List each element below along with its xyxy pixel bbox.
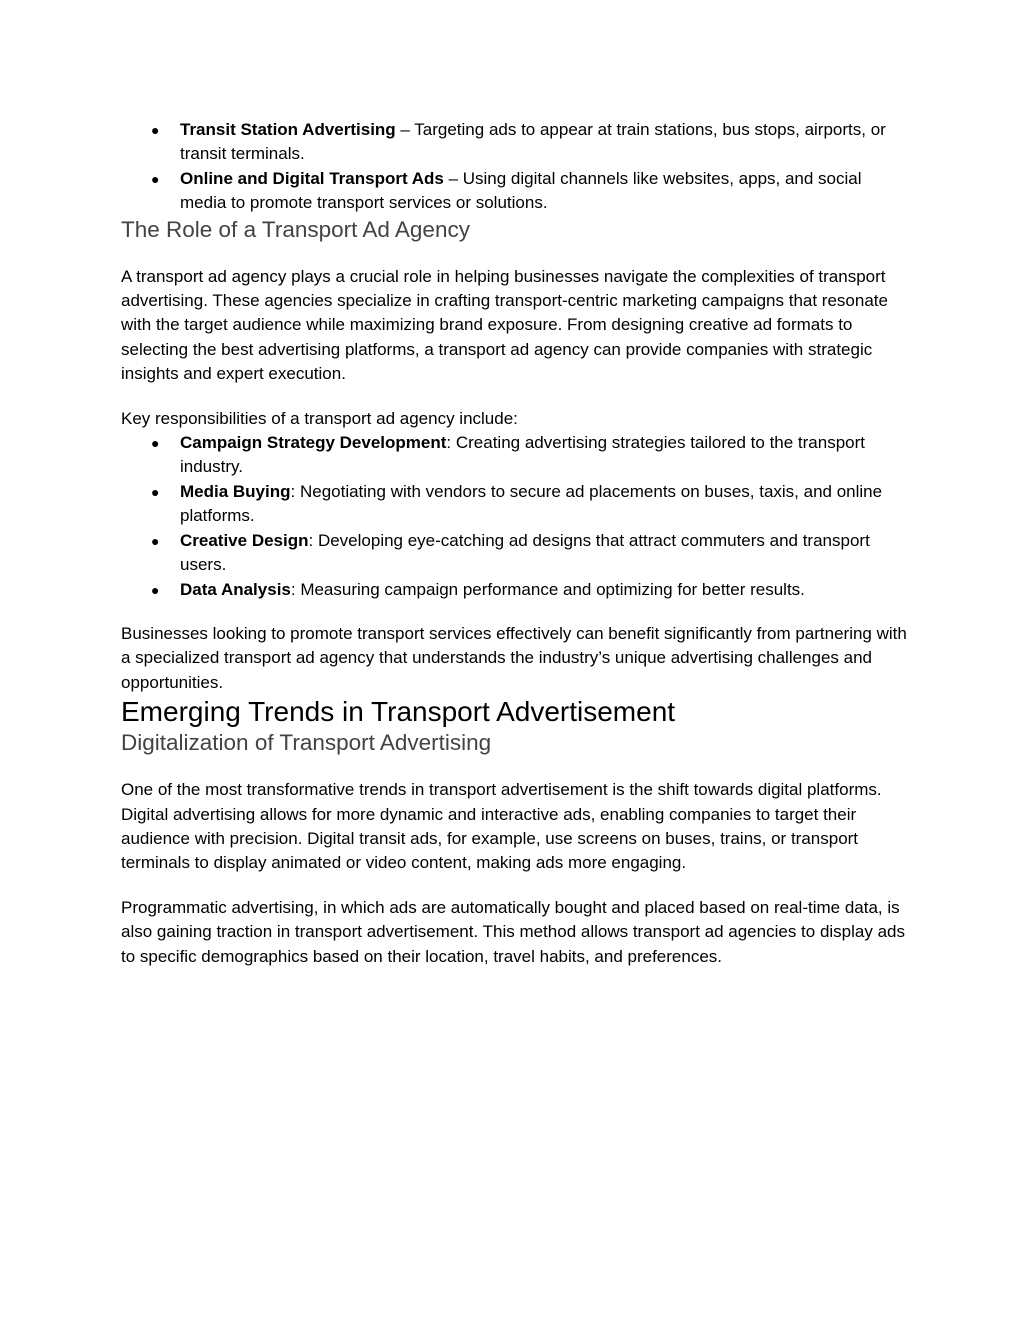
list-item (121, 118, 911, 167)
paragraph: Programmatic advertising, in which ads are automatically bought and placed based on real-time data, is also gaining traction in transport advertisement. This method allows transport ad agencies to display ads to specific demographics based on their location, travel habits, and preferences. (121, 897, 906, 966)
list-item-desc: : Measuring campaign performance and optimizing for better results. (290, 579, 805, 599)
list-item-term: Online and Digital Transport Ads (180, 168, 444, 188)
bullet-icon: ● (151, 122, 160, 138)
subsection-heading-digitalization: Digitalization of Transport Advertising (121, 730, 492, 756)
list-item-term: Media Buying (180, 481, 291, 501)
section-heading-role: The Role of a Transport Ad Agency (121, 216, 470, 242)
paragraph: One of the most transformative trends in transport advertisement is the shift towards digital platforms. Digital advertising allows for more dynamic and interactive ads, enabling companies to target their audience with precision. Digital transit ads, for example, use screens on buses, trains, or transport terminals to display animated or video content, making ads more engaging. (121, 780, 882, 873)
paragraph: Key responsibilities of a transport ad agency include: (121, 408, 518, 428)
list-item (121, 529, 911, 578)
paragraph: A transport ad agency plays a crucial role in helping businesses navigate the complexities of transport advertising. These agencies specialize in crafting transport-centric marketing campaigns that resonate with the target audience while maximizing brand exposure. From designing creative ad formats to selecting the best advertising platforms, a transport ad agency can provide companies with strategic insights and expert execution. (121, 266, 888, 384)
responsibilities-list (121, 431, 911, 602)
list-item-term: Creative Design (180, 530, 309, 550)
list-item (121, 167, 911, 216)
bullet-icon: ● (151, 483, 160, 500)
list-item-desc: : Developing eye-catching ad designs that attract commuters and transport users. (180, 530, 870, 575)
list-item (121, 578, 911, 602)
bullet-icon: ● (151, 170, 160, 187)
list-item-desc: – Using digital channels like websites, apps, and social media to promote transport services or solutions. (180, 168, 862, 213)
list-item (121, 480, 911, 529)
ad-types-list (121, 118, 911, 216)
list-item-term: Data Analysis (180, 579, 291, 599)
bullet-icon: ● (151, 532, 160, 549)
list-item-term: Campaign Strategy Development (180, 433, 447, 453)
list-item (121, 431, 911, 480)
list-item-term: Transit Station Advertising (180, 120, 396, 139)
list-item-desc: – Targeting ads to appear at train stations, bus stops, airports, or transit terminals. (180, 120, 886, 164)
list-item-desc: : Negotiating with vendors to secure ad placements on buses, taxis, and online platforms. (180, 481, 883, 526)
section-heading-trends: Emerging Trends in Transport Advertisement (121, 696, 676, 728)
bullet-icon: ● (151, 435, 160, 452)
list-item-desc: : Creating advertising strategies tailored to the transport industry. (180, 433, 866, 477)
paragraph: Businesses looking to promote transport services effectively can benefit significantly from partnering with a specialized transport ad agency that understands the industry’s unique advertising challenges and opportunities. (121, 623, 907, 692)
bullet-icon: ● (151, 581, 160, 598)
document-content (121, 118, 911, 969)
